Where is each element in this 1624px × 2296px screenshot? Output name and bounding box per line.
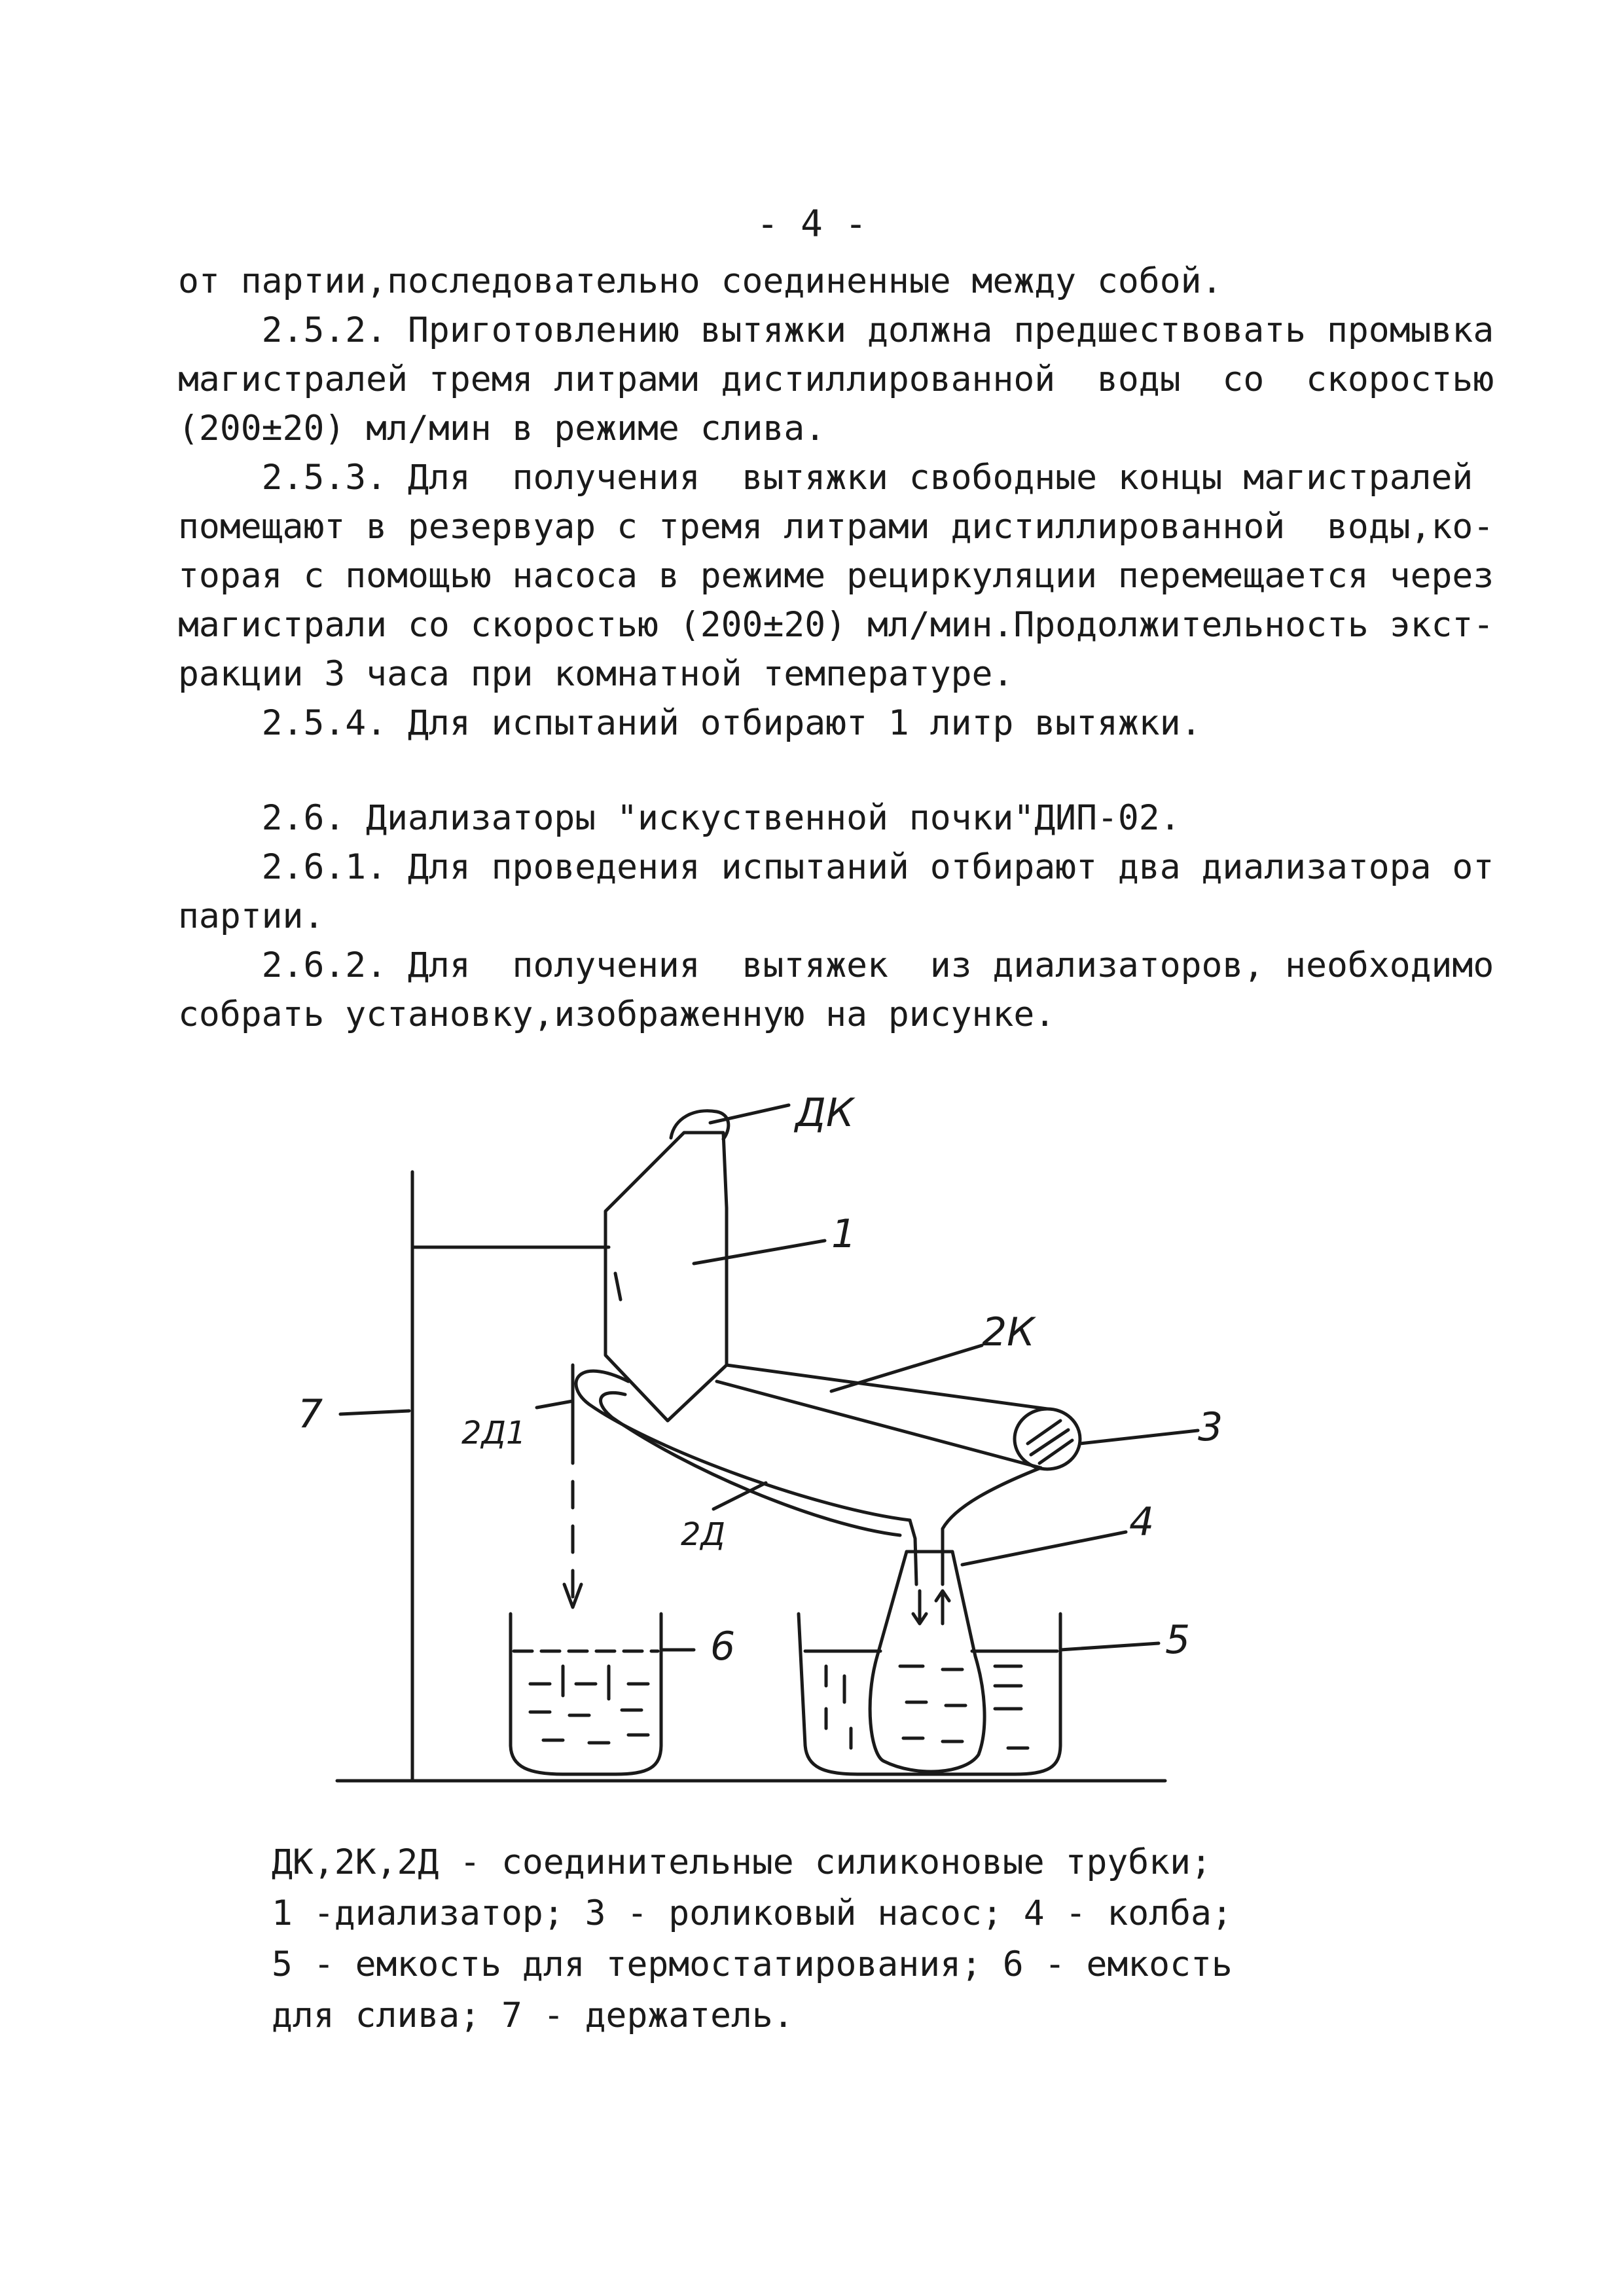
roller-pump [1015, 1409, 1080, 1469]
label-dk: ДК [795, 1090, 854, 1136]
body-line: магистралей тремя литрами дистиллированной воды со скоростью [178, 359, 1494, 399]
tube-2k-upper [727, 1365, 1047, 1409]
body-line: партии. [178, 896, 325, 936]
pump-hatch-3 [1039, 1440, 1072, 1463]
label-1: 1 [831, 1211, 857, 1257]
flask-arrow-up [936, 1591, 949, 1624]
caption-line: 5 - емкость для термостатирования; 6 - емкость [272, 1944, 1233, 1984]
label-2d: 2Д [681, 1516, 726, 1553]
label-6: 6 [710, 1624, 736, 1669]
leader-4 [962, 1532, 1126, 1565]
dialyzer-mark [615, 1273, 621, 1300]
body-line: ракции 3 часа при комнатной температуре. [178, 654, 1014, 694]
body-line: магистрали со скоростью (200±20) мл/мин.Продолжительность экст- [178, 605, 1494, 645]
body-line: от партии,последовательно соединенные между собой. [178, 261, 1223, 301]
leader-7 [340, 1411, 409, 1414]
body-line: 2.6.1. Для проведения испытаний отбирают два диализатора от [178, 847, 1494, 887]
body-line: 2.5.2. Приготовлению вытяжки должна предшествовать промывка [178, 310, 1494, 350]
caption-line: 1 -диализатор; 3 - роликовый насос; 4 - колба; [272, 1893, 1233, 1933]
body-line: (200±20) мл/мин в режиме слива. [178, 409, 826, 448]
drain-beaker [511, 1614, 661, 1774]
flask [870, 1552, 984, 1772]
body-line: 2.5.3. Для получения вытяжки свободные концы магистралей [178, 458, 1473, 498]
body-line: помещают в резервуар с тремя литрами дистиллированной воды,ко- [178, 507, 1494, 547]
leader-5 [1060, 1643, 1159, 1650]
leader-2d1 [537, 1401, 573, 1408]
label-4: 4 [1129, 1499, 1155, 1545]
tube-2d-inner [601, 1393, 900, 1535]
leader-2k [831, 1345, 982, 1391]
caption-line: для слива; 7 - держатель. [272, 1995, 794, 2035]
label-2k: 2К [982, 1309, 1035, 1355]
body-line: 2.5.4. Для испытаний отбирают 1 литр вытяжки. [178, 703, 1202, 743]
body-line: 2.6.2. Для получения вытяжек из диализаторов, необходимо [178, 945, 1494, 985]
label-7: 7 [298, 1391, 323, 1437]
thermostat-beaker [799, 1614, 1060, 1774]
label-2d1: 2Д1 [461, 1415, 526, 1451]
pump-hatch-2 [1031, 1430, 1068, 1455]
tube-2k-lower [717, 1381, 1041, 1468]
label-3: 3 [1198, 1404, 1223, 1450]
leader-3 [1080, 1430, 1198, 1444]
body-line: собрать установку,изображенную на рисунке. [178, 994, 1056, 1034]
flask-arrow-down [913, 1591, 926, 1624]
caption-line: ДК,2К,2Д - соединительные силиконовые трубки; [272, 1842, 1212, 1882]
body-line: торая с помощью насоса в режиме рециркуляции перемещается через [178, 556, 1494, 596]
leader-1 [694, 1241, 825, 1264]
label-5: 5 [1165, 1617, 1191, 1663]
page-number: - 4 - [756, 203, 867, 246]
body-line: 2.6. Диализаторы "искуственной почки"ДИП-02. [178, 798, 1181, 838]
